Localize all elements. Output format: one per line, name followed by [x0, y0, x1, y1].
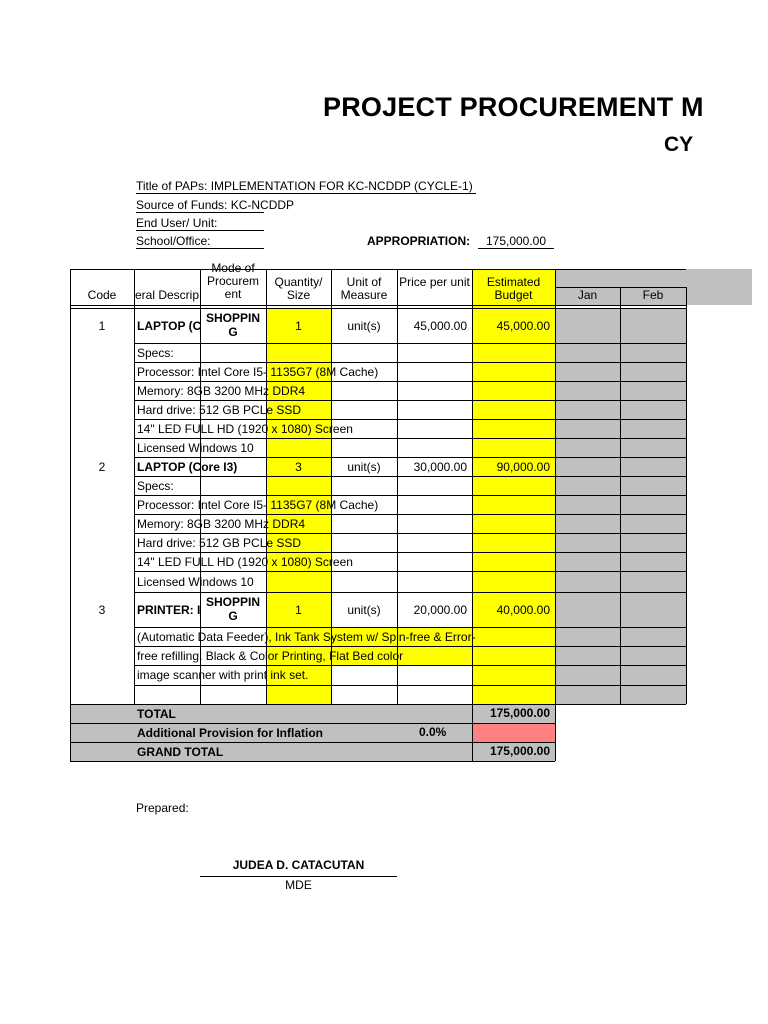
row-price-per-unit: 20,000.00	[413, 602, 467, 617]
inflation-label: Additional Provision for Inflation	[137, 726, 323, 740]
row-border	[134, 685, 686, 686]
row-unit-of-measure: unit(s)	[347, 602, 381, 617]
row-border	[134, 592, 686, 593]
row-quantity: 3	[295, 459, 302, 474]
row-mode-of-procurement: SHOPPIN G	[205, 311, 260, 339]
row-border	[134, 457, 686, 458]
inflation-percent: 0.0%	[419, 725, 447, 739]
row-description: image scanner with print ink set.	[137, 668, 309, 682]
signatory-role: MDE	[285, 878, 312, 892]
page-subtitle: CY	[664, 133, 694, 156]
end-user-unit: End User/ Unit:	[136, 216, 264, 231]
row-border	[134, 627, 686, 628]
row-price-per-unit: 30,000.00	[413, 459, 467, 474]
row-description: Specs:	[137, 478, 174, 493]
grand-total-value: 175,000.00	[489, 744, 550, 758]
header-feb: Feb	[642, 288, 664, 302]
row-description: Processor: Intel Core I5- 1135G7 (8M Cache)	[137, 497, 379, 512]
row-description: Licensed Windows 10	[137, 440, 254, 455]
row-description: Processor: Intel Core I5- 1135G7 (8M Cache)	[137, 364, 379, 379]
header-code: Code	[87, 288, 117, 302]
row-border	[134, 419, 686, 420]
row-description: 14" LED FULL HD (1920 x 1080) Screen	[137, 421, 353, 436]
row-price-per-unit: 45,000.00	[413, 318, 467, 333]
row-code: 1	[98, 318, 106, 333]
row-description: Hard drive: 512 GB PCLe SSD	[137, 535, 302, 550]
header-jan: Jan	[577, 288, 598, 302]
row-estimated-budget: 90,000.00	[496, 459, 550, 474]
title-of-paps: Title of PAPs: IMPLEMENTATION FOR KC-NCDDP (CYCLE-1)	[136, 179, 476, 194]
row-mode-of-procurement: SHOPPIN G	[205, 595, 260, 623]
row-border	[134, 400, 686, 401]
row-border	[134, 381, 686, 382]
page-title: PROJECT PROCUREMENT M	[323, 92, 704, 122]
row-border	[134, 665, 686, 666]
row-description: Hard drive: 512 GB PCLe SSD	[137, 402, 302, 417]
total-label: TOTAL	[137, 707, 176, 721]
inflation-cell	[472, 723, 555, 742]
appropriation-value: 175,000.00	[478, 234, 554, 249]
row-description: Memory: 8GB 3200 MHz DDR4	[137, 383, 306, 398]
row-description: 14" LED FULL HD (1920 x 1080) Screen	[137, 554, 353, 569]
col-border	[686, 287, 687, 704]
row-quantity: 1	[295, 602, 302, 617]
row-border	[134, 552, 686, 553]
budget-highlight	[472, 269, 555, 704]
source-of-funds: Source of Funds: KC-NCDDP	[136, 198, 295, 212]
total-value: 175,000.00	[489, 706, 550, 720]
body-top-border	[70, 308, 686, 309]
appropriation-label: APPROPRIATION:	[367, 234, 471, 248]
row-border	[134, 646, 686, 647]
col-border	[620, 287, 621, 704]
row-border	[134, 571, 686, 572]
row-unit-of-measure: unit(s)	[347, 459, 381, 474]
table-bottom-border	[70, 761, 555, 762]
header-unit-of-measure: Unit of Measure	[340, 275, 388, 302]
row-description: LAPTOP (Core I3)	[137, 459, 238, 474]
row-description: PRINTER: I	[137, 602, 201, 617]
row-border	[134, 438, 686, 439]
row-code: 2	[98, 459, 106, 474]
prepared-label: Prepared:	[136, 801, 189, 815]
grand-total-label: GRAND TOTAL	[137, 745, 224, 759]
row-border	[134, 362, 686, 363]
row-description: Licensed Windows 10	[137, 574, 254, 589]
row-code: 3	[98, 602, 106, 617]
grand-top-border	[70, 742, 555, 743]
header-mode-of-procurement: Mode of Procurem ent	[206, 261, 259, 301]
header-top-border	[70, 269, 686, 270]
col-border	[70, 269, 71, 761]
header-price-per-unit: Price per unit	[399, 275, 470, 289]
school-office: School/Office:	[136, 234, 264, 249]
row-quantity: 1	[295, 318, 302, 333]
row-description: free refilling, Black & Color Printing, Flat Bed color	[137, 648, 404, 663]
row-description: LAPTOP (C	[137, 318, 202, 333]
header-bottom-border	[70, 305, 686, 306]
row-description: Specs:	[137, 345, 174, 360]
row-unit-of-measure: unit(s)	[347, 318, 381, 333]
row-border	[134, 514, 686, 515]
row-border	[134, 533, 686, 534]
row-estimated-budget: 40,000.00	[496, 602, 550, 617]
header-quantity: Quantity/ Size	[274, 275, 323, 302]
row-description: (Automatic Data Feeder), Ink Tank System w/ Spin-free & Error-	[137, 629, 476, 644]
header-general-description: eral Descrip	[134, 288, 200, 302]
signature-line	[200, 876, 397, 877]
row-border	[134, 495, 686, 496]
row-description: Memory: 8GB 3200 MHz DDR4	[137, 516, 306, 531]
signatory-name: JUDEA D. CATACUTAN	[232, 858, 365, 872]
row-border	[134, 476, 686, 477]
row-estimated-budget: 45,000.00	[496, 318, 550, 333]
col-border	[472, 269, 473, 761]
inflation-top-border	[70, 723, 555, 724]
col-border	[134, 269, 135, 704]
row-border	[134, 343, 686, 344]
header-estimated-budget: Estimated Budget	[486, 275, 541, 302]
col-border	[555, 269, 556, 761]
totals-top-border	[70, 704, 686, 705]
